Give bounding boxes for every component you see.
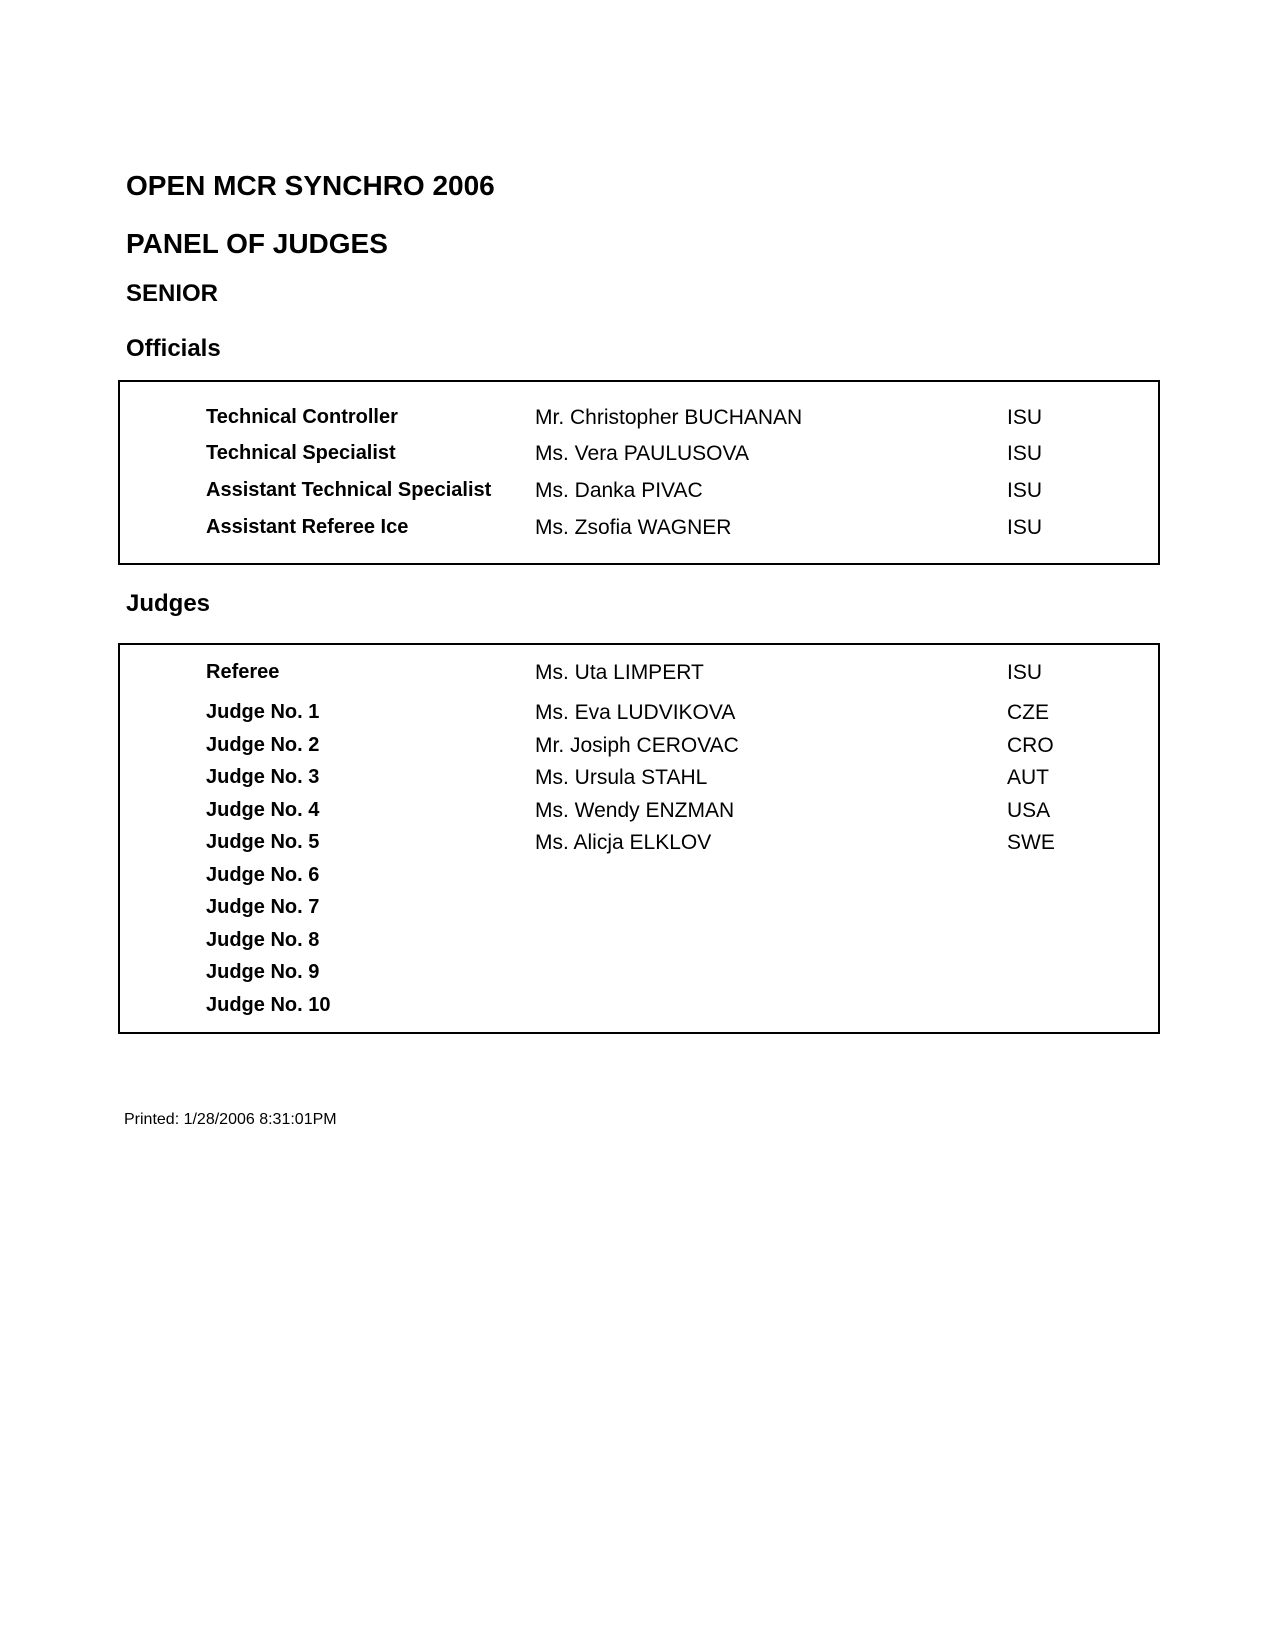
judge-role: Referee [206, 661, 280, 683]
judge-role: Judge No. 1 [206, 701, 320, 723]
official-name: Ms. Vera PAULUSOVA [535, 442, 749, 465]
judge-row [120, 961, 1158, 989]
judge-role: Judge No. 2 [206, 734, 320, 756]
judge-row [120, 994, 1158, 1022]
judge-role: Judge No. 10 [206, 994, 331, 1016]
judge-row [120, 799, 1158, 827]
panel-title: PANEL OF JUDGES [126, 228, 388, 259]
judges-table [118, 643, 1160, 1034]
official-nation: ISU [1007, 442, 1043, 465]
judge-nation: ISU [1007, 661, 1043, 684]
judge-role: Judge No. 7 [206, 896, 320, 918]
judge-row [120, 896, 1158, 924]
judge-nation: CRO [1007, 734, 1054, 757]
judge-role: Judge No. 4 [206, 799, 320, 821]
printed-timestamp: Printed: 1/28/2006 8:31:01PM [124, 1111, 337, 1128]
judge-name: Ms. Uta LIMPERT [535, 661, 704, 684]
judge-role: Judge No. 8 [206, 929, 320, 951]
official-name: Ms. Danka PIVAC [535, 479, 703, 502]
official-nation: ISU [1007, 479, 1043, 502]
judge-row [120, 661, 1158, 689]
judge-row [120, 929, 1158, 957]
official-role: Technical Specialist [206, 442, 396, 464]
official-row [120, 406, 1158, 434]
official-role: Technical Controller [206, 406, 398, 428]
judge-role: Judge No. 9 [206, 961, 320, 983]
judge-role: Judge No. 6 [206, 864, 320, 886]
judge-role: Judge No. 3 [206, 766, 320, 788]
judge-row [120, 766, 1158, 794]
official-role: Assistant Referee Ice [206, 516, 409, 538]
event-title: OPEN MCR SYNCHRO 2006 [126, 170, 495, 201]
official-name: Ms. Zsofia WAGNER [535, 516, 732, 539]
judge-name: Ms. Wendy ENZMAN [535, 799, 735, 822]
official-nation: ISU [1007, 516, 1043, 539]
judges-heading: Judges [126, 590, 211, 617]
official-role: Assistant Technical Specialist [206, 479, 492, 501]
category-heading: SENIOR [126, 280, 219, 307]
official-nation: ISU [1007, 406, 1043, 429]
judge-nation: CZE [1007, 701, 1049, 724]
judge-name: Ms. Ursula STAHL [535, 766, 708, 789]
judge-role: Judge No. 5 [206, 831, 320, 853]
judge-nation: SWE [1007, 831, 1055, 854]
official-row [120, 516, 1158, 544]
judge-name: Mr. Josiph CEROVAC [535, 734, 739, 757]
judge-name: Ms. Alicja ELKLOV [535, 831, 712, 854]
official-row [120, 479, 1158, 507]
judge-name: Ms. Eva LUDVIKOVA [535, 701, 736, 724]
judge-row [120, 701, 1158, 729]
officials-table [118, 380, 1160, 565]
judge-row [120, 864, 1158, 892]
judge-nation: USA [1007, 799, 1051, 822]
judge-nation: AUT [1007, 766, 1049, 789]
officials-heading: Officials [126, 335, 221, 362]
official-name: Mr. Christopher BUCHANAN [535, 406, 803, 429]
judge-row [120, 734, 1158, 762]
official-row [120, 442, 1158, 470]
judge-row [120, 831, 1158, 859]
